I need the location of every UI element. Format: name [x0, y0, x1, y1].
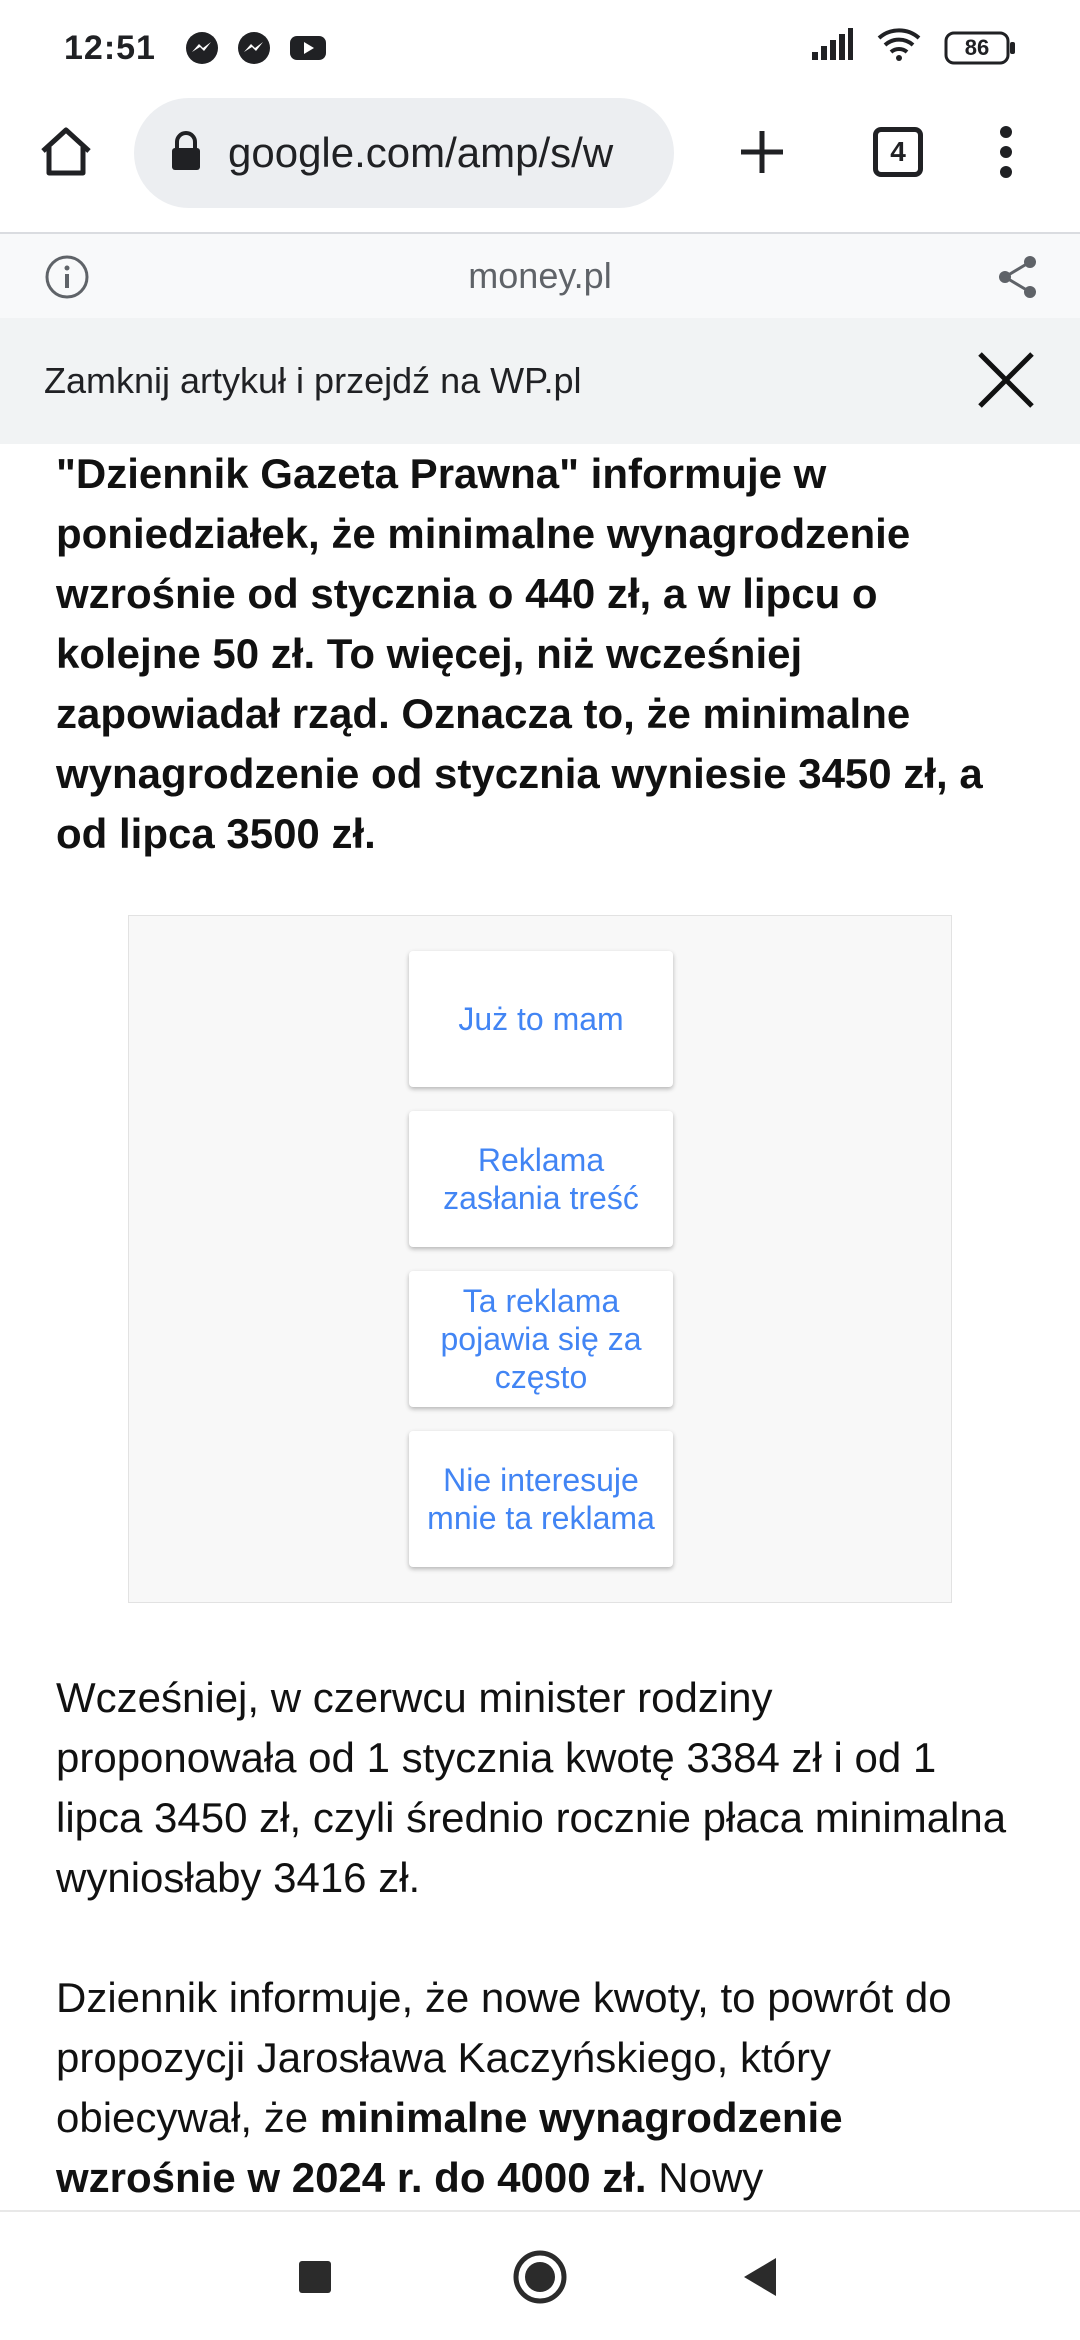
share-button[interactable]: [996, 254, 1040, 305]
url-text: google.com/amp/s/w: [228, 129, 614, 176]
share-icon: [996, 254, 1040, 300]
ad-option-label: Nie interesuje mnie ta reklama: [427, 1462, 655, 1536]
ad-option-label: Ta reklama pojawia się za często: [440, 1283, 642, 1395]
article-lead: "Dziennik Gazeta Prawna" informuje w poniedziałek, że minimalne wynagrodzenie wzrośnie od stycznia o 440 zł, a w lipcu o kolejne 50 zł. To więcej, niż wcześniej zapowiadał rząd. Oznacza to, że minimalne wynagrodzenie od stycznia wyniesie 3450 zł, a od lipca 3500 zł.: [56, 450, 983, 857]
new-tab-button[interactable]: [722, 110, 802, 194]
article-body: [56, 444, 1024, 864]
ad-option-too-often[interactable]: [409, 1271, 673, 1407]
status-icons: [810, 26, 1016, 71]
article-paragraph-2: [56, 1968, 1024, 2208]
system-nav-bar: [0, 2210, 1080, 2340]
messenger-icon: [184, 30, 220, 66]
ad-option-covers-content[interactable]: [409, 1111, 673, 1247]
ad-feedback-panel: [128, 915, 952, 1603]
lock-icon: [170, 131, 202, 176]
home-button[interactable]: [30, 110, 102, 194]
home-icon: [37, 123, 95, 181]
close-article-banner[interactable]: [0, 318, 1080, 444]
paragraph-text: Dziennik informuje, że nowe kwoty, to powrót do propozycji Jarosława Kaczyńskiego, który obiecywał, że: [56, 1974, 952, 2141]
tab-switcher-button[interactable]: [858, 110, 938, 194]
close-button[interactable]: [976, 350, 1036, 415]
article-paragraph-1: Wcześniej, w czerwcu minister rodziny proponowała od 1 stycznia kwotę 3384 zł i od 1 lipca 3450 zł, czyli średnio rocznie płaca minimalna wyniosłaby 3416 zł.: [56, 1674, 1007, 1901]
ad-option-label: Już to mam: [458, 1001, 624, 1037]
plus-icon: [737, 127, 787, 177]
paragraph-text-end: Nowy: [646, 2154, 764, 2201]
home-nav-button[interactable]: [480, 2212, 600, 2340]
paragraph-bold-text: minimalne wynagrodzenie wzrośnie w 2024 r. do 4000 zł.: [56, 2094, 843, 2201]
back-button[interactable]: [700, 2212, 820, 2340]
close-article-text: Zamknij artykuł i przejdź na WP.pl: [44, 360, 582, 401]
status-time: 12:51: [64, 28, 156, 67]
messenger-icon: [236, 30, 272, 66]
square-icon: [298, 2260, 332, 2294]
circle-home-icon: [512, 2249, 568, 2305]
youtube-icon: [288, 30, 328, 66]
signal-icon: [810, 26, 854, 71]
ad-option-already-have[interactable]: [409, 951, 673, 1087]
status-bar: [0, 0, 1080, 96]
info-icon: [44, 254, 90, 300]
wifi-icon: [876, 26, 922, 71]
source-domain: money.pl: [468, 255, 612, 296]
browser-toolbar: [0, 96, 1080, 232]
menu-button[interactable]: [976, 110, 1036, 194]
ad-option-not-interested[interactable]: [409, 1431, 673, 1567]
close-icon: [976, 350, 1036, 410]
ad-option-label: Reklama zasłania treść: [443, 1142, 639, 1216]
url-bar[interactable]: [134, 98, 674, 208]
recents-button[interactable]: [255, 2212, 375, 2340]
more-vert-icon: [996, 124, 1016, 180]
battery-level: 86: [964, 35, 990, 60]
amp-info-bar: [0, 232, 1080, 318]
tab-count: 4: [890, 136, 906, 167]
battery-icon: [944, 31, 1016, 65]
back-triangle-icon: [740, 2256, 780, 2298]
info-button[interactable]: [44, 254, 90, 305]
